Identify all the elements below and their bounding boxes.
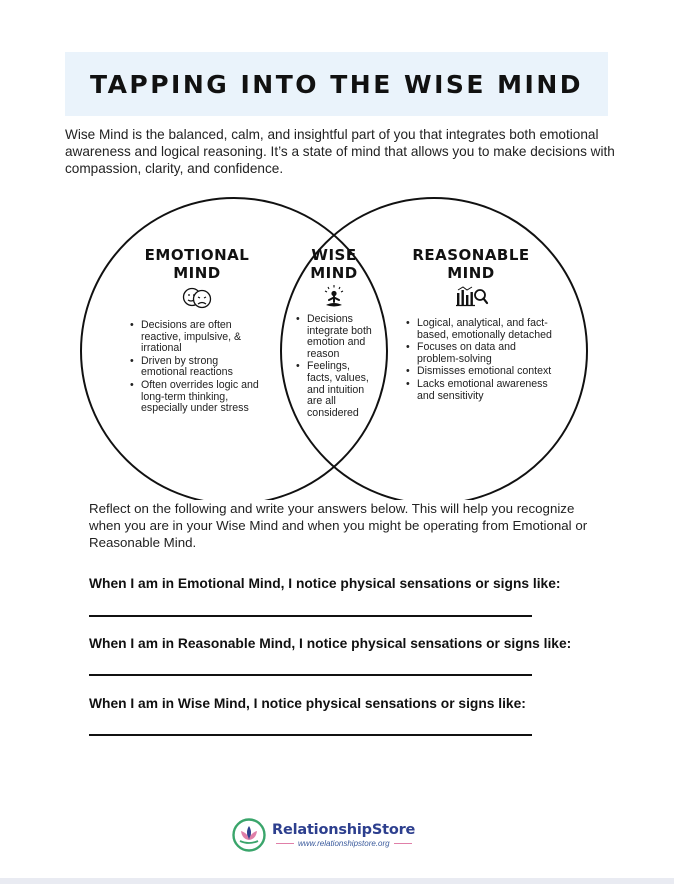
wise-answer-line[interactable]: [89, 734, 532, 736]
wise-mind-prompt: When I am in Wise Mind, I notice physical sensations or signs like:: [89, 696, 526, 711]
reflection-instructions: Reflect on the following and write your answers below. This will help you recognize when you are in your Wise Mind and when you might be operating from Emotional or Reasonable Mind.: [89, 501, 588, 550]
emotional-answer-line[interactable]: [89, 615, 532, 617]
list-item: • Decisions integrate both emotion and reason: [296, 314, 374, 360]
meditation-icon: [322, 284, 346, 310]
lotus-logo-icon: [232, 818, 266, 852]
reasonable-mind-list: [406, 318, 554, 403]
list-item: • Dismisses emotional context: [406, 366, 554, 378]
analytics-icon: [455, 284, 489, 308]
emotional-mind-prompt: When I am in Emotional Mind, I notice physical sensations or signs like:: [89, 576, 561, 591]
wise-mind-title: WISE MIND: [310, 246, 358, 282]
brand-url[interactable]: www.relationshipstore.org: [298, 839, 390, 848]
reasonable-mind-title: REASONABLE MIND: [412, 246, 530, 282]
list-item: • Decisions are often reactive, impulsive, & irrational: [130, 320, 264, 355]
list-item: • Logical, analytical, and fact-based, emotionally detached: [406, 318, 554, 341]
brand-name: RelationshipStore: [272, 822, 416, 838]
reasonable-answer-line[interactable]: [89, 674, 532, 676]
emotional-mind-title: EMOTIONAL MIND: [144, 246, 250, 282]
bottom-strip: [0, 878, 674, 884]
wise-mind-list: [296, 314, 374, 420]
page-title: TAPPING INTO THE WISE MIND: [89, 69, 584, 99]
intro-paragraph: Wise Mind is the balanced, calm, and insightful part of you that integrates both emotional awareness and logical reasoning. It’s a state of mind that allows you to make decisions with compassion, clarity, and confidence.: [65, 127, 615, 176]
reasonable-mind-prompt: When I am in Reasonable Mind, I notice physical sensations or signs like:: [89, 636, 572, 651]
emotional-mind-list: [130, 320, 264, 416]
list-item: • Driven by strong emotional reactions: [130, 356, 264, 379]
list-item: • Lacks emotional awareness and sensitivity: [406, 379, 554, 402]
list-item: • Focuses on data and problem-solving: [406, 342, 554, 365]
faces-icon: [181, 286, 213, 310]
list-item: • Often overrides logic and long-term thinking, especially under stress: [130, 380, 264, 415]
brand-logo[interactable]: [232, 818, 416, 852]
list-item: • Feelings, facts, values, and intuition are all considered: [296, 361, 374, 419]
